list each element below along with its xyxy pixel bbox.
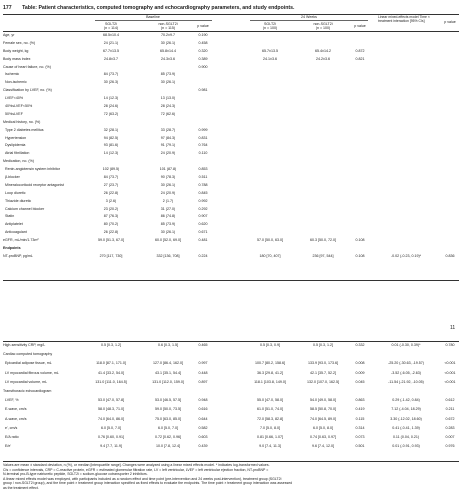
cell-value: 84 (73.7) bbox=[103, 72, 119, 77]
cell-value: 102 (89.5) bbox=[102, 167, 120, 172]
row-label: E/A ratio bbox=[5, 434, 19, 439]
cell-value: 67.7±13.5 bbox=[103, 48, 119, 53]
cell-value: 0.11 (0.04, 0.21) bbox=[392, 434, 420, 439]
row-label: Cause of heart failure, no. (%) bbox=[3, 64, 51, 69]
row-label: Hypertension bbox=[5, 135, 27, 140]
cell-value: 131.0 [111.0, 164.5] bbox=[95, 379, 127, 384]
table-row bbox=[3, 49, 459, 57]
cell-value: 0.389 bbox=[198, 56, 208, 61]
cell-value: 0.836 bbox=[445, 253, 455, 258]
cell-value: 70.2±9.7 bbox=[161, 33, 175, 37]
footnote-line: group / non-SGLT2i group), and the time point × treatment group interaction specified as fixed effects to evaluate the endpoints. The time point × treatment group interaction was assessed bbox=[3, 481, 293, 486]
table-row bbox=[3, 33, 459, 41]
cell-value: 33 (28.7) bbox=[160, 127, 176, 132]
table-row bbox=[3, 352, 459, 361]
cell-value: 30 (26.1) bbox=[160, 80, 176, 85]
row-label: Age, yr bbox=[3, 33, 15, 37]
footnote-line: A linear mixed effects model was employed, with participants included as a random effect and time point (pre-intervention and 24 weeks post-intervention), treatment group (SGLT2i bbox=[3, 476, 282, 481]
table-row bbox=[3, 191, 459, 199]
cell-value: 0.01 (-0.30, 0.39)* bbox=[391, 343, 421, 347]
cell-value: 0.007 bbox=[445, 434, 455, 439]
cell-value: 0.29 (-1.42, 0.84) bbox=[392, 398, 420, 403]
table-row bbox=[3, 80, 459, 88]
row-label: Medication, no. (%) bbox=[3, 159, 34, 164]
cell-value: 0.863 bbox=[355, 398, 365, 403]
table-header bbox=[3, 5, 294, 11]
header-rule bbox=[3, 31, 459, 32]
cell-value: 94 (82.5) bbox=[103, 135, 119, 140]
row-label: Loop diuretic bbox=[5, 190, 26, 195]
row-label: Epicardial adipose tissue, mL bbox=[5, 361, 52, 366]
row-label: Cardiac computed tomography bbox=[3, 352, 53, 357]
cell-value: 91 (79.1) bbox=[160, 143, 176, 148]
row-label: Anticoagulant bbox=[5, 230, 27, 235]
col-non-sglt2i: non-SGLT2i bbox=[158, 22, 178, 26]
week24-header: 24 Weeks bbox=[301, 15, 317, 19]
cell-value: 54.0 [49.0, 58.0] bbox=[310, 398, 336, 403]
row-label: LVEF<40% bbox=[5, 96, 24, 101]
table-row bbox=[3, 398, 459, 407]
row-label: Classification by LVEF, no. (%) bbox=[3, 88, 52, 93]
cell-value: 0.320 bbox=[198, 48, 208, 53]
table-row bbox=[3, 65, 459, 73]
cell-value: 30 (26.1) bbox=[160, 230, 176, 235]
cell-value: <0.001 bbox=[444, 370, 456, 375]
cell-value: -25.20 (-30.63, -19.57) bbox=[388, 361, 424, 366]
baseline-header: Baseline bbox=[146, 15, 160, 19]
cell-value: 58.5 [50.8, 70.0] bbox=[310, 407, 336, 412]
row-label: Type 2 diabetes mellitus bbox=[5, 127, 44, 132]
cell-value: 0.224 bbox=[198, 253, 208, 258]
footnotes bbox=[3, 463, 459, 491]
table-row bbox=[3, 371, 459, 380]
col-sglt2i-24w: SGLT2i bbox=[264, 22, 276, 26]
cell-value: 85 (73.9) bbox=[160, 222, 176, 227]
cell-value: 0.780 bbox=[445, 343, 455, 347]
baseline-underline bbox=[95, 20, 212, 21]
row-label: E/e' bbox=[5, 444, 12, 449]
row-label: 40%≤LVEF<50% bbox=[5, 104, 33, 109]
cell-value: 41.4 [33.2, 54.0] bbox=[98, 370, 124, 375]
cell-value: 55.0 [47.0, 58.0] bbox=[257, 398, 283, 403]
table-row bbox=[3, 104, 459, 112]
cell-value: 85 (73.9) bbox=[160, 72, 176, 77]
cell-value: 57.0 [50.0, 63.0] bbox=[257, 238, 283, 243]
row-label: Thiazide diuretic bbox=[5, 198, 32, 203]
cell-value: 31 (27.0) bbox=[160, 206, 176, 211]
cell-value: 0.603 bbox=[198, 434, 208, 439]
cell-value: 0.41 (-0.41, 1.39) bbox=[392, 425, 420, 430]
cell-value: 0.458 bbox=[198, 40, 208, 45]
row-label: High-sensitivity CRP, mg/L bbox=[3, 343, 46, 347]
row-label: LVEF, % bbox=[5, 398, 19, 403]
table-row bbox=[3, 207, 459, 215]
cell-value: 53.0 [46.5, 57.5] bbox=[155, 398, 181, 403]
cell-value: 0.672 bbox=[445, 416, 455, 421]
cell-value: 3.30 (-12.02, 18.60) bbox=[390, 416, 422, 421]
cell-value: 0.992 bbox=[198, 198, 208, 203]
cell-value: 101 (87.8) bbox=[159, 167, 177, 172]
cell-value: -0.02 (-0.23, 0.19)* bbox=[390, 253, 422, 258]
cell-value: 0.671 bbox=[198, 230, 208, 235]
cell-value: <0.001 bbox=[444, 361, 456, 366]
n-base-non: (n = 115) bbox=[160, 26, 176, 31]
cell-value: 93 (81.6) bbox=[103, 143, 119, 148]
table-row bbox=[3, 417, 459, 426]
row-label: Atrial fibrillation bbox=[5, 151, 30, 156]
table-row bbox=[3, 151, 459, 159]
cell-value: 0.108 bbox=[355, 238, 365, 243]
table-row bbox=[3, 72, 459, 80]
cell-value: 23 (20.2) bbox=[103, 206, 119, 211]
table-body-1 bbox=[3, 33, 459, 262]
cell-value: 180 [70, 407] bbox=[259, 253, 281, 258]
cell-value: 60.0 [52.0, 69.0] bbox=[155, 238, 181, 243]
cell-value: 74.0 [64.5, 89.0] bbox=[310, 416, 336, 421]
table-row bbox=[3, 136, 459, 144]
cell-value: 0.314 bbox=[355, 425, 365, 430]
cell-value: 132.0 [107.0, 162.5] bbox=[307, 379, 339, 384]
cell-value: 97 (84.3) bbox=[160, 135, 176, 140]
row-label: Antiplatelet bbox=[5, 222, 23, 227]
cell-value: 27 (23.7) bbox=[103, 182, 119, 187]
cell-value: 0.6 [0.3, 1.5] bbox=[158, 343, 178, 347]
cell-value: 0.481 bbox=[198, 238, 208, 243]
cell-value: 0.419 bbox=[355, 407, 365, 412]
cell-value: 270 [117, 730] bbox=[99, 253, 123, 258]
cell-value: 32 (28.1) bbox=[103, 127, 119, 132]
cell-value: 0.644 bbox=[198, 416, 208, 421]
col-sglt2i: SGLT2i bbox=[105, 22, 117, 26]
cell-value: 0.845 bbox=[198, 190, 208, 195]
table-row bbox=[3, 199, 459, 207]
cell-value: 6.0 [5.0, 7.0] bbox=[101, 425, 121, 430]
cell-value: 0.821 bbox=[355, 56, 365, 61]
table-row bbox=[3, 120, 459, 128]
cell-value: 0.981 bbox=[198, 88, 208, 93]
cell-value: 36.3 [29.8, 41.2] bbox=[257, 370, 283, 375]
cell-value: 68.5±10.4 bbox=[103, 33, 119, 37]
table-row bbox=[3, 214, 459, 222]
footnote-line: as the treatment effect. bbox=[3, 485, 39, 490]
row-label: 50%≤LVEF bbox=[5, 111, 23, 116]
cell-value: -3.52 (-6.05, -2.63) bbox=[391, 370, 421, 375]
table-row bbox=[3, 444, 459, 453]
cell-value: 61.0 [51.0, 74.0] bbox=[257, 407, 283, 412]
cell-value: 0.997 bbox=[198, 361, 208, 366]
row-label: Ischemic bbox=[5, 72, 20, 77]
n-24-non: (n = 100) bbox=[315, 26, 331, 31]
week24-underline bbox=[250, 20, 368, 21]
col-non-sglt2i-24w: non-SGLT2i bbox=[313, 22, 333, 26]
table-row bbox=[3, 254, 459, 262]
cell-value: 9.6 [7.4, 12.0] bbox=[312, 444, 334, 449]
cell-value: 24 (20.9) bbox=[160, 190, 176, 195]
cell-value: 0.872 bbox=[355, 48, 365, 53]
cell-value: 84 (73.7) bbox=[103, 175, 119, 180]
table-row bbox=[3, 361, 459, 370]
cell-value: 0.616 bbox=[198, 407, 208, 412]
cell-value: 87 (76.3) bbox=[103, 214, 119, 219]
cell-value: 10.0 [7.8, 12.4] bbox=[156, 444, 180, 449]
cell-value: 131.0 [112.0, 159.0] bbox=[152, 379, 184, 384]
table-row bbox=[3, 143, 459, 151]
cell-value: 0.009 bbox=[355, 370, 365, 375]
footnote-line: N-terminal pro-B-type natriuretic peptide, SGLT2i = sodium-glucose cotransporter 2 inhibitors. bbox=[3, 472, 148, 477]
cell-value: 28 (24.6) bbox=[103, 104, 119, 109]
table2-top-rule bbox=[3, 341, 459, 342]
cell-value: 30 (26.3) bbox=[103, 80, 119, 85]
cell-value: 100.7 [80.2, 158.6] bbox=[255, 361, 285, 366]
table-row bbox=[3, 343, 459, 352]
cell-value: 59.0 [51.3, 67.0] bbox=[98, 238, 124, 243]
cell-value: 0.115 bbox=[355, 416, 365, 421]
row-label: NT-proBNP, pg/mL bbox=[3, 253, 33, 258]
cell-value: 0.439 bbox=[198, 444, 208, 449]
row-label: Endpoints bbox=[3, 246, 21, 251]
cell-value: 0.073 bbox=[355, 434, 365, 439]
cell-value: 0.81 [0.66, 1.07] bbox=[257, 434, 283, 439]
cell-value: 43.1 [35.1, 54.4] bbox=[155, 370, 181, 375]
cell-value: 90 (78.3) bbox=[160, 175, 176, 180]
cell-value: 26 (22.8) bbox=[103, 230, 119, 235]
cell-value: 24.3±3.6 bbox=[161, 56, 175, 61]
cell-value: 6.0 [5.0, 7.0] bbox=[158, 425, 178, 430]
cell-value: 72 (62.6) bbox=[160, 111, 176, 116]
cell-value: 86 (74.8) bbox=[160, 214, 176, 219]
cell-value: 236 [97, 544] bbox=[312, 253, 334, 258]
cell-value: 0.5 [0.3, 1.2] bbox=[101, 343, 121, 347]
row-label: Body weight, kg bbox=[3, 48, 29, 53]
cell-value: 24 (20.9) bbox=[160, 151, 176, 156]
row-label: Statin bbox=[5, 214, 15, 219]
cell-value: 0.907 bbox=[198, 214, 208, 219]
row-label: Renin-angiotensin system inhibitor bbox=[5, 167, 60, 172]
cell-value: 0.897 bbox=[198, 379, 208, 384]
cell-value: 0.01 (-0.91, 0.93) bbox=[392, 444, 420, 449]
cell-value: 30 (26.1) bbox=[160, 40, 176, 45]
row-label: Female sex, no. (%) bbox=[3, 40, 36, 45]
cell-value: 0.110 bbox=[198, 151, 208, 156]
cell-value: 2 (1.7) bbox=[162, 198, 174, 203]
cell-value: <0.001 bbox=[444, 379, 456, 384]
cell-value: 0.948 bbox=[198, 398, 208, 403]
cell-value: 75.0 [63.0, 85.0] bbox=[155, 416, 181, 421]
table-row bbox=[3, 426, 459, 435]
table-row bbox=[3, 407, 459, 416]
page-number: 177 bbox=[3, 5, 12, 11]
cell-value: 118.1 [103.8, 149.0] bbox=[254, 379, 286, 384]
cell-value: 0.045 bbox=[355, 379, 365, 384]
cell-value: 13 (13.0) bbox=[160, 96, 176, 101]
cell-value: 0.292 bbox=[198, 206, 208, 211]
column-headers bbox=[3, 22, 459, 31]
table-row bbox=[3, 175, 459, 183]
row-label: Transthoracic echocardiogram bbox=[3, 388, 52, 393]
cell-value: 0.764 bbox=[198, 143, 208, 148]
row-label: LV myocardial fibrous volume, mL bbox=[5, 370, 59, 375]
cell-value: 9.0 [7.4, 11.3] bbox=[259, 444, 281, 449]
table-row bbox=[3, 128, 459, 136]
row-label: Non-ischemic bbox=[5, 80, 27, 85]
cell-value: 53.0 [47.0, 57.8] bbox=[98, 398, 124, 403]
table-row bbox=[3, 88, 459, 96]
cell-value: 0.108 bbox=[355, 253, 365, 258]
cell-value: 0.74 [0.63, 0.97] bbox=[310, 434, 336, 439]
row-label: Medical history, no. (%) bbox=[3, 119, 41, 124]
cell-value: 14 (12.3) bbox=[103, 151, 119, 156]
cell-value: 28 (24.3) bbox=[160, 104, 176, 109]
table-row bbox=[3, 222, 459, 230]
cell-value: 72 (63.2) bbox=[103, 111, 119, 116]
table-body-2 bbox=[3, 343, 459, 453]
cell-value: 59.0 [50.0, 73.5] bbox=[155, 407, 181, 412]
cell-value: 65.7±13.5 bbox=[262, 48, 278, 53]
row-label: Dyslipidemia bbox=[5, 143, 26, 148]
cell-value: 0.5 [0.3, 0.9] bbox=[260, 343, 280, 347]
table-row bbox=[3, 238, 459, 246]
cell-value: 0.501 bbox=[355, 444, 365, 449]
table-row bbox=[3, 167, 459, 175]
cell-value: 24.8±3.7 bbox=[104, 56, 118, 61]
cell-value: 0.76 [0.60, 0.91] bbox=[98, 434, 124, 439]
cell-value: 7.0 [5.0, 8.0] bbox=[260, 425, 280, 430]
cell-value: 0.900 bbox=[198, 64, 208, 69]
cell-value: 0.999 bbox=[198, 127, 208, 132]
cell-value: 0.976 bbox=[445, 444, 455, 449]
cell-value: 0.283 bbox=[445, 425, 455, 430]
cell-value: 0.332 bbox=[355, 343, 365, 347]
cell-value: 0.5 [0.3, 1.2] bbox=[313, 343, 333, 347]
cell-value: 6.0 [5.0, 8.0] bbox=[313, 425, 333, 430]
page2-number: 11 bbox=[450, 325, 456, 331]
cell-value: 0.008 bbox=[355, 361, 365, 366]
cell-value: 0.211 bbox=[445, 407, 455, 412]
table-row bbox=[3, 96, 459, 104]
table1-bottom-rule bbox=[3, 280, 459, 281]
col-p-lmm: p value bbox=[444, 20, 456, 25]
n-24-sglt: (n = 100) bbox=[262, 26, 278, 31]
cell-value: -11.54 (-21.92, -10.05) bbox=[388, 379, 424, 384]
cell-value: 0.72 [0.62, 0.96] bbox=[155, 434, 181, 439]
cell-value: 0.612 bbox=[445, 398, 455, 403]
row-label: β-blocker bbox=[5, 175, 20, 180]
table2-bottom-rule bbox=[3, 461, 459, 462]
footnote-line: Values are mean ± standard deviation, n (%), or median [interquartile range]. Changes were analyzed using a linear mixed effects model. * indicates log-transformed values. bbox=[3, 463, 270, 467]
cell-value: 60.3 [50.0, 72.0] bbox=[310, 238, 336, 243]
cell-value: 0.831 bbox=[198, 135, 208, 140]
cell-value: 42.1 [35.7, 52.2] bbox=[310, 370, 336, 375]
cell-value: 0.465 bbox=[198, 343, 208, 347]
table-row bbox=[3, 380, 459, 389]
cell-value: 24.2±3.6 bbox=[316, 56, 330, 61]
cell-value: 74.0 [64.0, 86.0] bbox=[98, 416, 124, 421]
cell-value: 9.4 [7.7, 11.9] bbox=[100, 444, 122, 449]
table-row bbox=[3, 159, 459, 167]
table-title: Table: Patient characteristics, computed tomography and echocardiography parameters, and study endpoints. bbox=[22, 5, 295, 11]
cell-value: 0.190 bbox=[198, 33, 208, 37]
cell-value: 7.12 (-4.04, 18.29) bbox=[391, 407, 421, 412]
table-row bbox=[3, 57, 459, 65]
footnote-line: CIs = confidence intervals, CRP = C-reactive protein, eGFR = estimated glomerular filtration rate, LV = left ventricular, LVEF = left ventricular ejection fraction, NT-proBNP = bbox=[3, 467, 269, 472]
cell-value: 0.853 bbox=[198, 167, 208, 172]
cell-value: 0.448 bbox=[198, 370, 208, 375]
cell-value: 127.0 [86.4, 162.0] bbox=[153, 361, 183, 366]
cell-value: 332 [136, 708] bbox=[156, 253, 180, 258]
table-row bbox=[3, 435, 459, 444]
cell-value: 24 (21.1) bbox=[103, 40, 119, 45]
cell-value: 72.0 [58.3, 82.8] bbox=[257, 416, 283, 421]
cell-value: 3 (2.6) bbox=[105, 198, 117, 203]
table-row bbox=[3, 41, 459, 49]
row-label: A-wave, cm/s bbox=[5, 416, 27, 421]
row-label: Calcium channel blocker bbox=[5, 206, 45, 211]
lmm-header: Linear mixed-effects model Time × treatment interaction [95% CIs] bbox=[378, 15, 430, 23]
table-row bbox=[3, 389, 459, 398]
row-label: LV myocardial volume, mL bbox=[5, 379, 48, 384]
cell-value: 24.1±3.6 bbox=[263, 56, 277, 61]
cell-value: 0.582 bbox=[198, 425, 208, 430]
table-row bbox=[3, 183, 459, 191]
cell-value: 0.788 bbox=[198, 182, 208, 187]
cell-value: 133.9 [93.0, 173.6] bbox=[308, 361, 338, 366]
cell-value: 0.511 bbox=[198, 175, 208, 180]
cell-value: 26 (22.8) bbox=[103, 190, 119, 195]
row-label: e', cm/s bbox=[5, 425, 18, 430]
cell-value: 14 (12.3) bbox=[103, 96, 119, 101]
row-label: E-wave, cm/s bbox=[5, 407, 27, 412]
cell-value: 118.0 [87.1, 171.0] bbox=[96, 361, 126, 366]
row-label: Body mass index bbox=[3, 56, 31, 61]
cell-value: 65.8±14.4 bbox=[160, 48, 176, 53]
cell-value: 58.0 [48.3, 71.0] bbox=[98, 407, 124, 412]
cell-value: 0.620 bbox=[198, 222, 208, 227]
cell-value: 65.4±14.2 bbox=[315, 48, 331, 53]
n-base-sglt: (n = 114) bbox=[103, 26, 119, 31]
row-label: Mineralocorticoid receptor antagonist bbox=[5, 182, 64, 187]
table-row bbox=[3, 230, 459, 238]
col-p-24w: p value bbox=[354, 24, 366, 29]
table-row bbox=[3, 112, 459, 120]
cell-value: 30 (26.1) bbox=[160, 182, 176, 187]
table-row bbox=[3, 246, 459, 254]
row-label: eGFR, mL/min/1.73m² bbox=[3, 238, 39, 243]
col-p-base: p value bbox=[197, 24, 209, 29]
cell-value: 80 (70.2) bbox=[103, 222, 119, 227]
